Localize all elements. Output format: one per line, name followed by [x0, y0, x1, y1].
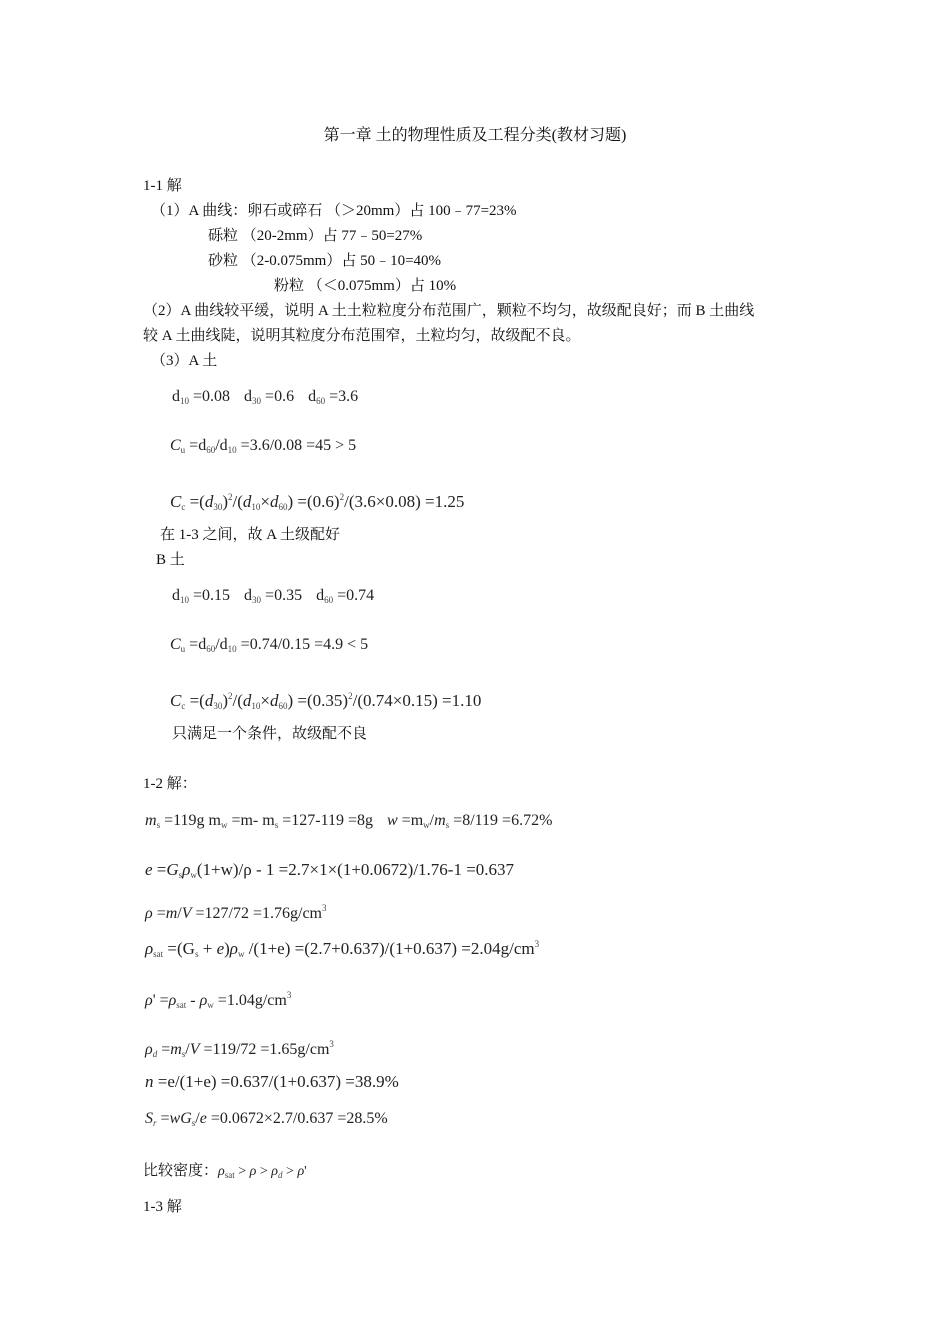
b-conclusion: 只满足一个条件，故级配不良 — [172, 726, 368, 742]
b-diameters-equation: $d_{10} =0.15$ $d_{30} =0.35$ $d_{60} =0.74$ — [172, 587, 375, 605]
a-cc-equation: $C_c =(d_{30})^2/(d_{10}\times d_{60}) =(0.6)^2/(3.6\times 0.08) =1.25$ — [170, 492, 465, 512]
dry-density-equation: $\rho_d =m_s/V =119/72 =1.65g/cm^3$ — [145, 1039, 334, 1059]
saturated-density-equation: $\rho_{sat} =(G_s + e)\rho_w$ $/(1+e) =(2.7+0.637)/(1+0.637) =2.04g/cm^3$ — [145, 939, 540, 959]
part3-heading: （3）A 土 — [151, 353, 218, 369]
buoyant-density-equation: $\rho' =\rho_{sat} - \rho_w =1.04g/cm^3$ — [145, 990, 292, 1010]
porosity-equation: n =e/(1+e) =0.637/(1+0.637) =38.9% — [145, 1072, 399, 1091]
density-equation: $\rho =m/V =127/72 =1.76g/cm^3$ — [145, 903, 327, 922]
section-1-3-heading: 1-3 解 — [143, 1199, 182, 1215]
void-ratio-equation: $e =G_s\rho_w(1+w)/\rho - 1 =2.7\times 1\times(1+0.0672)/1.76-1 =0.637$ — [145, 860, 515, 880]
page-title: 第一章 土的物理性质及工程分类(教材习题) — [323, 127, 627, 144]
part2-line2: 较 A 土曲线陡，说明其粒度分布范围窄，土粒均匀，故级配不良。 — [143, 328, 581, 344]
mass-water-content-equation: $m_s =119g$ $m_w =m-$ $m_s =127-119 =8g$ $w =m_w/m_s =8/119 =6.72\%$ — [145, 812, 553, 830]
a-conclusion: 在 1-3 之间，故 A 土级配好 — [160, 527, 341, 543]
density-comparison: 比较密度：$\rho_{sat} > \rho > \rho_d > \rho'$ — [143, 1163, 307, 1180]
section-1-1-heading: 1-1 解 — [143, 178, 182, 194]
a-diameters-equation: $d_{10} =0.08$ $d_{30} =0.6$ $d_{60} =3.6$ — [172, 388, 359, 406]
a-cu-equation: $C_u =d_{60}/d_{10} =3.6/0.08 =45 > 5$ — [170, 437, 357, 455]
b-soil-heading: B 土 — [156, 552, 185, 568]
b-cc-equation: $C_c =(d_{30})^2/(d_{10}\times d_{60}) =(0.35)^2/(0.74\times 0.15) =1.10$ — [170, 691, 482, 711]
part2-line1: （2）A 曲线较平缓，说明 A 土土粒粒度分布范围广，颗粒不均匀，故级配良好；而 B 土曲线 — [143, 303, 755, 319]
gravel-line: 砾粒 （20-2mm）占 77﹣50=27% — [208, 228, 423, 244]
section-1-2-heading: 1-2 解： — [143, 776, 197, 792]
saturation-equation: $S_r =wG_s/e =0.0672\times 2.7/0.637 =28.5\%$ — [145, 1110, 388, 1128]
a-curve-gravel-line: （1）A 曲线：卵石或碎石 （＞20mm）占 100﹣77=23% — [151, 203, 517, 219]
sand-line: 砂粒 （2-0.075mm）占 50﹣10=40% — [208, 253, 442, 269]
silt-line: 粉粒 （＜0.075mm）占 10% — [274, 278, 457, 294]
b-cu-equation: $C_u =d_{60}/d_{10} =0.74/0.15 =4.9 < 5$ — [170, 636, 369, 654]
